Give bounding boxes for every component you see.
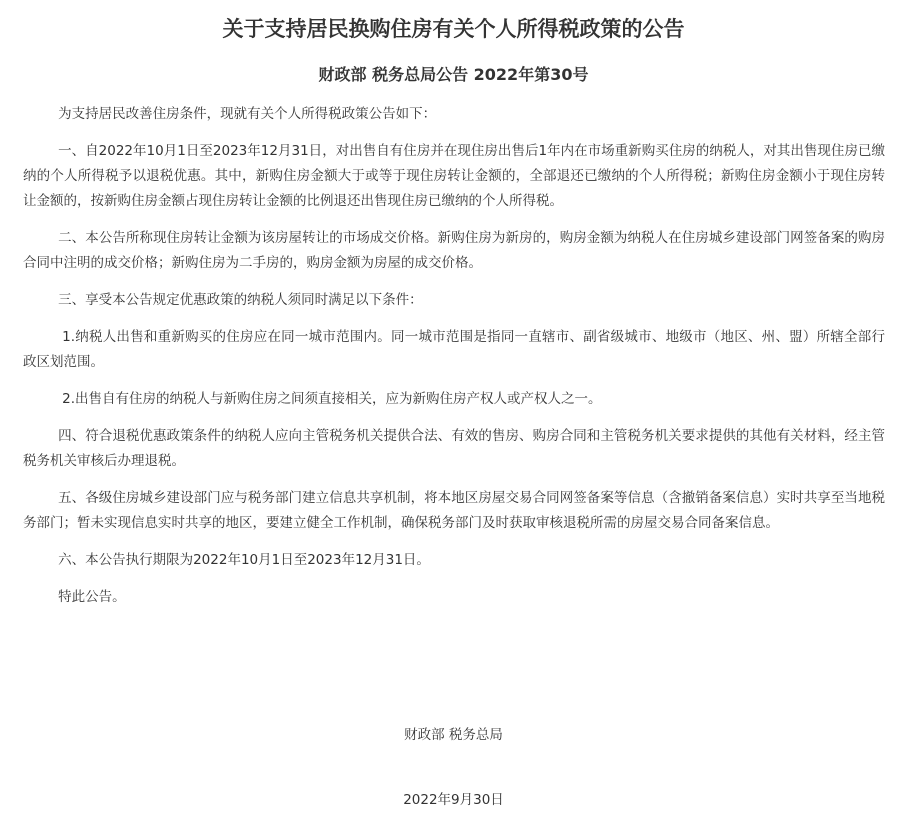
article-5-paragraph: 五、各级住房城乡建设部门应与税务部门建立信息共享机制，将本地区房屋交易合同网签备案等信息（含撤销备案信息）实时共享至当地税务部门；暂未实现信息实时共享的地区，要建立健全工作机制，确保税务部门及时获取审核退税所需的房屋交易合同备案信息。 [23,490,885,531]
document-number: 财政部 税务总局公告 2022年第30号 [318,65,589,84]
issuing-organization: 财政部 税务总局 [404,727,503,743]
article-1-paragraph: 一、自2022年10月1日至2023年12月31日，对出售自有住房并在现住房出售后1年内在市场重新购买住房的纳税人，对其出售现住房已缴纳的个人所得税予以退税优惠。其中，新购住房金额大于或等于现住房转让金额的，全部退还已缴纳的个人所得税；新购住房金额小于现住房转让金额的，按新购住房金额占现住房转让金额的比例退还出售现住房已缴纳的个人所得税。 [23,143,885,209]
issue-date: 2022年9月30日 [403,792,504,808]
article-2-paragraph: 二、本公告所称现住房转让金额为该房屋转让的市场成交价格。新购住房为新房的，购房金额为纳税人在住房城乡建设部门网签备案的购房合同中注明的成交价格；新购住房为二手房的，购房金额为房屋的成交价格。 [23,230,885,271]
article-3-paragraph: 三、享受本公告规定优惠政策的纳税人须同时满足以下条件： [58,292,423,308]
condition-2-paragraph: 2.出售自有住房的纳税人与新购住房之间须直接相关，应为新购住房产权人或产权人之一。 [62,391,602,407]
article-4-paragraph: 四、符合退税优惠政策条件的纳税人应向主管税务机关提供合法、有效的售房、购房合同和主管税务机关要求提供的其他有关材料，经主管税务机关审核后办理退税。 [23,428,885,469]
page-title: 关于支持居民换购住房有关个人所得税政策的公告 [222,17,685,41]
intro-paragraph: 为支持居民改善住房条件，现就有关个人所得税政策公告如下： [58,106,437,122]
closing-paragraph: 特此公告。 [58,589,126,605]
article-6-paragraph: 六、本公告执行期限为2022年10月1日至2023年12月31日。 [58,552,430,568]
condition-1-paragraph: 1.纳税人出售和重新购买的住房应在同一城市范围内。同一城市范围是指同一直辖市、副省级城市、地级市（地区、州、盟）所辖全部行政区划范围。 [23,329,885,370]
announcement-body [23,102,885,622]
